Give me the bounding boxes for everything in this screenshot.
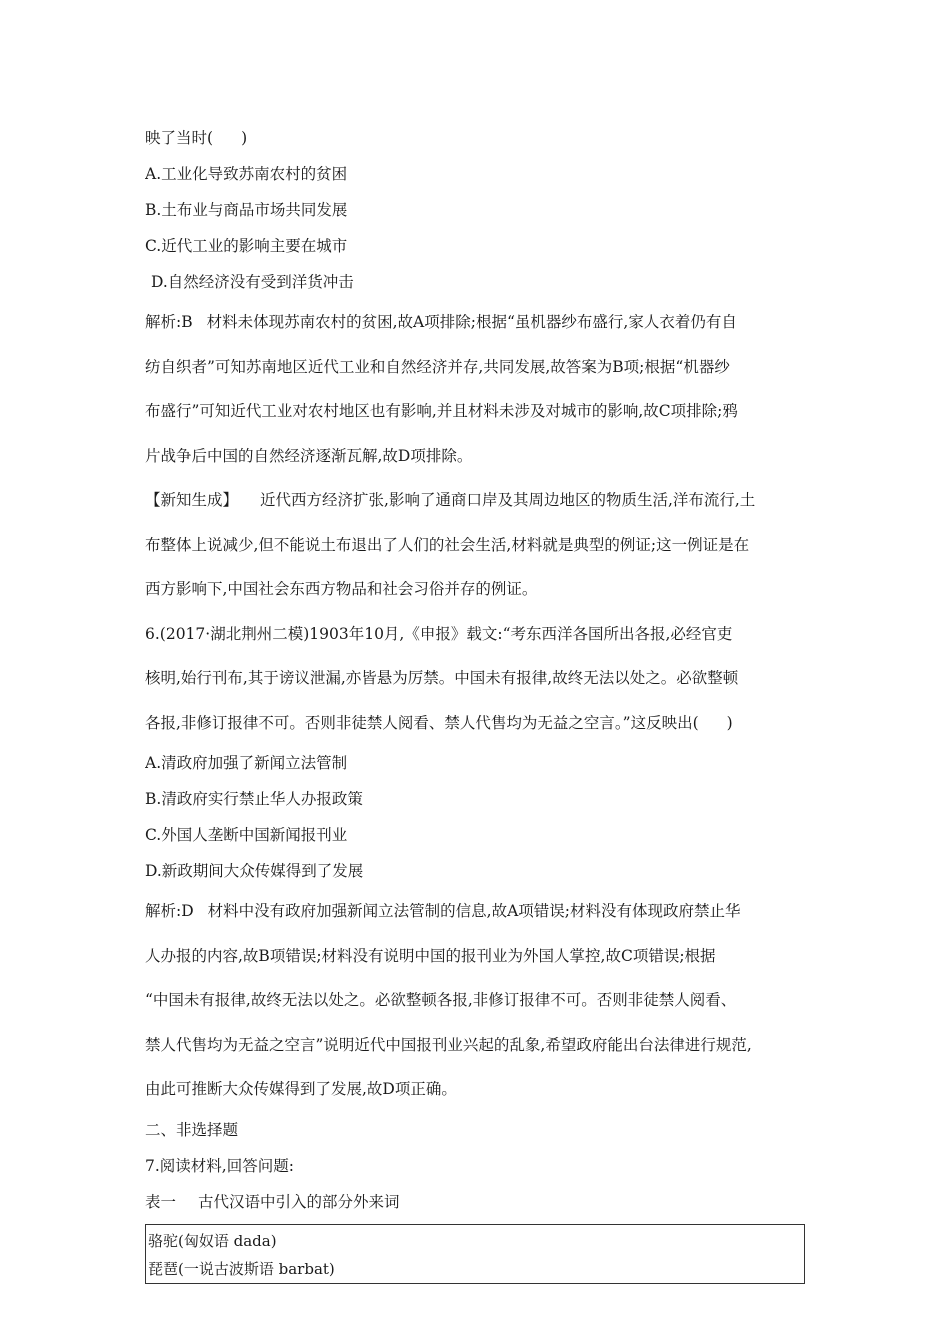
- q6-option-c: C.外国人垄断中国新闻报刊业: [145, 826, 348, 844]
- q6-stem-line-2: 核明,始行刊布,其于谤议泄漏,亦皆悬为厉禁。中国未有报律,故终无法以处之。必欲整顿: [145, 669, 739, 687]
- q5-insight-line-1: 近代西方经济扩张,影响了通商口岸及其周边地区的物质生活,洋布流行,土: [260, 491, 756, 509]
- q6-analysis-line-4: 禁人代售均为无益之空言”说明近代中国报刊业兴起的乱象,希望政府能出台法律进行规范,: [145, 1035, 752, 1054]
- q6-analysis: [145, 889, 810, 1112]
- table-row: [146, 1255, 805, 1284]
- table-row: [146, 1224, 805, 1255]
- q5-analysis-line-2: 纺自织者”可知苏南地区近代工业和自然经济并存,共同发展,故答案为B项;根据“机器纱: [145, 357, 730, 376]
- q6-option-b: B.清政府实行禁止华人办报政策: [145, 790, 363, 808]
- table-caption-title: 古代汉语中引入的部分外来词: [198, 1192, 400, 1211]
- q5-analysis-line-1: 材料未体现苏南农村的贫困,故A项排除;根据“虽机器纱布盛行,家人衣着仍有自: [206, 313, 737, 331]
- q5-insight: [145, 478, 810, 612]
- q5-insight-line-2: 布整体上说减少,但不能说土布退出了人们的社会生活,材料就是典型的例证;这一例证是在: [145, 535, 750, 554]
- q6-stem: [145, 612, 810, 746]
- q7-stem: 7.阅读材料,回答问题:: [145, 1156, 294, 1175]
- q5-analysis-line-3: 布盛行”可知近代工业对农村地区也有影响,并且材料未涉及对城市的影响,故C项排除;鸦: [145, 402, 738, 420]
- q5-stem-tail: 映了当时( ): [145, 129, 248, 147]
- section-heading: 二、非选择题: [145, 1120, 239, 1139]
- q6-analysis-line-1: 材料中没有政府加强新闻立法管制的信息,故A项错误;材料没有体现政府禁止华: [207, 902, 741, 920]
- table-cell: 琵琶(一说古波斯语 barbat): [148, 1259, 335, 1278]
- table-caption: [145, 1184, 810, 1220]
- loanword-table: [145, 1224, 805, 1284]
- table-cell: 骆驼(匈奴语 dada): [148, 1231, 277, 1250]
- q5-analysis-label: 解析:B: [145, 313, 193, 331]
- q6-analysis-label: 解析:D: [145, 902, 194, 920]
- q6-option-d: D.新政期间大众传媒得到了发展: [145, 862, 364, 880]
- q6-option-a: A.清政府加强了新闻立法管制: [145, 754, 348, 772]
- q5-analysis-line-4: 片战争后中国的自然经济逐渐瓦解,故D项排除。: [145, 446, 473, 465]
- q5-option-d: D.自然经济没有受到洋货冲击: [151, 273, 354, 291]
- q5-option-a: A.工业化导致苏南农村的贫困: [145, 165, 348, 183]
- document-content: [145, 120, 810, 1284]
- q5-insight-label: 【新知生成】: [145, 491, 239, 509]
- q5-option-c: C.近代工业的影响主要在城市: [145, 237, 348, 255]
- q6-stem-line-3: 各报,非修订报律不可。否则非徒禁人阅看、禁人代售均为无益之空言。”这反映出( ): [145, 713, 733, 732]
- q5-insight-line-3: 西方影响下,中国社会东西方物品和社会习俗并存的例证。: [145, 580, 538, 598]
- q6-analysis-line-5: 由此可推断大众传媒得到了发展,故D项正确。: [145, 1080, 457, 1098]
- q5-option-b: B.土布业与商品市场共同发展: [145, 201, 348, 219]
- q6-analysis-line-3: “中国未有报律,故终无法以处之。必欲整顿各报,非修订报律不可。否则非徒禁人阅看、: [145, 991, 737, 1009]
- q5-analysis: [145, 300, 810, 478]
- q6-analysis-line-2: 人办报的内容,故B项错误;材料没有说明中国的报刊业为外国人掌控,故C项错误;根据: [145, 946, 716, 965]
- q6-stem-line-1: 6.(2017·湖北荆州二模)1903年10月,《申报》载文:“考东西洋各国所出各报,必经官吏: [145, 624, 733, 643]
- table-caption-label: 表一: [145, 1192, 177, 1211]
